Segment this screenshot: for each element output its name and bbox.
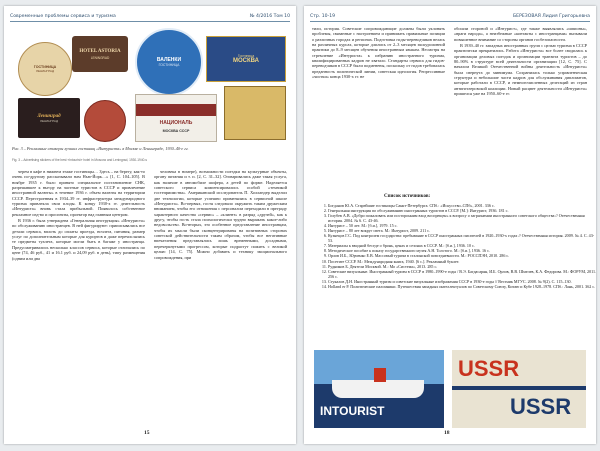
left-page [4,6,296,444]
sticker-small-round [84,100,126,142]
paragraph: В 1939–40 гг. западных иностранных групп с целью туризма в СССР практически прекратились. Работа «Интуриста» все более сводилась к организации деловых поездок и организации транзита туристов – до 80–90% в структуре всей деятельности организации [12, С. 75]. С началом Великой Отечественной войны деятельность «Интуриста» была свернута до минимума. Сохранилась только управленческая структура и небольшие части кадров для обслуживания дипломатов, которые работали в СССР, и немногочисленных делегаций из стран антигитлеровской коалиции. Новый расцвет деятельности «Интуриста» пришелся уже на 1950–60-е гг. [454,43,587,97]
sticker-astoria [72,36,128,72]
page-number: 15 [144,430,150,436]
poster-ship [332,380,424,398]
journal-title: Современные проблемы сервиса и туризма [10,13,116,19]
intourist-poster-left [314,350,444,428]
sticker-hotel-round-text: ГОСТИНИЦА [33,65,57,69]
sticker-national [135,94,217,142]
issue-number: № 4/2016 Том 10 [249,13,290,19]
references-title: Список источников: [384,194,431,199]
sticker-moskva-title: МОСКВА [232,58,260,64]
sticker-blue-stamp-title: ВАЛЕНКИ [156,57,182,63]
left-column-1 [12,169,145,427]
poster-word-b: USSR [510,394,572,419]
sticker-leningrad [18,98,80,138]
intourist-poster-right [452,350,586,428]
sticker-moskva [206,36,286,82]
sticker-leningrad-sub: ЛЕНИНГРАД [39,118,59,123]
sticker-blue-stamp-sub: ГОСТИНИЦА [158,63,180,67]
paragraph: тили, история. Советские сопровождающие должны были уклонять проблемы, связанные с настроением и принимать правильные позиции о различных городах и регионах. Подготовка гиды-переводчиков велась на различных курсах, которые длились от 2–3 месяцев экскурсионной практики до 8–9 месяцев обучения иностранным языкам. Несмотря на стремление «Интуриста» к избранию иностранного туризма, квалифицированных кадров не хватало. Стандарты сервиса для гидов-переводчиков в СССР были подменены, поскольку от гидов требовалась преданность политической линии, советская идеология. Репрессивные «чистки» конца 1930-х гг. не [312,26,445,80]
paragraph: обошли стороной и «Интурист», где также выявлялись «шпионы», «враги народа», а неизбежные «контакты с иностранцами» вызывали повышенное внимание со стороны органов госбезопасности. [454,26,587,42]
reference-item: 6. Кузнецов Г.С. Под контролем государства: пребывание в СССР иностранных писателей в 1920–1930-х годах // Отечественная история. 2009. № 4. С. 43-53. [328,233,596,243]
sticker-hotel-round-city: ЛЕНИНГРАД [35,69,55,73]
reference-item: 1. Богданов Ю.А. Старейшие гостиницы Санкт-Петербурга. СПб.: «Искусство–СПб», 2001. 336 с. [328,203,596,208]
paragraph: В 1936 г. была утверждена «Генеральная инструкция» «Интуриста» по обслуживанию иностранцев. В ней фигурируют: приписывались все детали сервиса, вплоть до оплаты проезда, ночлега, питания, размер услуг по дополнительным которые для курортов и даже перечислялись те предметы туалета, которые могли быть в багаже у иностранца. Предусматривались несколько классов сервиса, которые отличались по цене (74, 46 руб., 41 и 16.1 руб. и 24,09 руб. в день), типу размещения (одним или два [12,218,145,261]
left-page-header [10,11,290,22]
reference-item: 12. Советские визуальные. Иностранный туризм в СССР в 1980–1990-е годы / В.Э. Багдасарян, И.Б. Орлов, В.В. Шмелев, К.А. Федорова. М.: ФОРУМ, 2011. 256 с. [328,269,596,279]
right-page [304,6,596,444]
author-name: БЕРЕЗОВАЯ Лидия Григорьевна [513,13,590,19]
right-column-1 [312,26,445,190]
reference-item: 5. Интурист – 80 лет вокруг света. М.: Интурист, 2009. 211 с. [328,228,596,233]
reference-item: 11. Рудников Б. Деятели Москвой. М.: Мо «Система», 2013. 285 с. [328,264,596,269]
sticker-moskva-sub: Гостиница [237,54,255,58]
reference-item: 2. Генеральная инструкция по обслуживанию иностранных туристов в СССР. [М.]: Интурист, 1936. 181 с. [328,208,596,213]
reference-item: 3. Голубев А.В. «Добро пожаловать или посторонним вход воспрещен» к вопросу о загрязнении иностранного советского общества // Отечественная история. 2004. № 6. С. 43-46. [328,213,596,223]
reference-item: 10. Посетите СССР. М.: Международная книга, 1940. [6 с.]. Рекламный буклет. [328,259,596,264]
page-number: 18 [444,430,450,436]
reference-item: 4. Интурист – 50 лет. М.: [б.и.], 1979. 15 с. [328,223,596,228]
figure-caption: Рис. 3 – Рекламные стикеры лучших гостиниц «Интуриста» в Москве и Ленинграде, 1930–40-е гг. [12,146,189,151]
sticker-astoria-city: LENINGRAD [90,55,110,60]
left-column-2 [154,169,287,427]
page-range: Стр. 10-19 [310,13,336,19]
reference-item: 7. Материалы к вводной беседе о бронь, ценах и сезонах в СССР. М.: [б.и.], 1936. 10 с. [328,243,596,248]
poster-brand: INTOURIST [320,404,385,418]
references-list [318,203,596,289]
reference-item: 8. Методическое пособие к показу государственного музея А.Н. Толстого. М.: [б.и.], 1936. 16 с. [328,248,596,253]
paragraph: человека в номере), возможности поездки на культурные объекты, органу питания и т. п. [2, С. 31–32]. Оговаривались даже такая услуга, как наличие в автомобиле шофера, а детей по форме. Наделяется советского сервиса компенсировались особой «техникой гостеприимства». Американский исследователь П. Холландер выделил две технологии, которые успешно применялись в сервисной школе «Интуриста». Во-первых, гостя следовало окружить таким дружеским вниманием, чтобы его отношения с персоналом переходили в преграду характерного качества «сервис» – «клиент» в разряд «друзей», как к другу, чтобы гость стала психологически трудно выражать какое-либо недовольство. Во-вторых, это особенное представление иностранцам, чтобы их мысли были сконцентрированы на позитивных сторонах советской действительности таким образом, чтобы все негативные впечатления представлялись лишь временными, досадными, перечеркнутыми прогрессом, которые подрастут пожить с великой целью [14, С. 75]. Можно добавить и технику эмоционального сопровождения, при [154,169,287,260]
poster-funnel [374,368,386,382]
stickers-figure [10,24,288,142]
poster-stripe [452,386,586,390]
sticker-hotel-round [18,42,72,96]
paragraph: черем в кафе в нижнем этаже гостиницы… Здесь – на берегу, как-то очень по-другому рассказывали нам Нью-Йорк…» [1, С. 104–105]. В ноябре 1935 г. было принято специальное постановление СНК, разрешавшее к въезду на частные туристов в СССР и привлечение иностранной валюты» в течение 1936 г. объем валюты на территории СССР. Перестроенная в 1934–39 гг. инфраструктура международного туризма привлекла свои плоды. К концу 1930-х гг. деятельность «Интуриста» вновь стала прибыльной. Появилось собственное рекламное изд-во и проспекты, проектор над главным центром. [12,169,145,217]
right-column-2 [454,26,587,190]
sticker-blue-stamp [135,28,203,96]
sticker-national-city: МОСКВА СССР [162,128,190,133]
sticker-small-square [224,86,286,140]
sticker-national-title: НАЦИОНАЛЬ [159,119,193,126]
right-page-header [310,11,590,22]
figure-caption-english: Fig. 3 – Advertising stickers of the best «Intourist» hotel in Moscow and Leningrad, 1930-1940-s [12,158,148,162]
sticker-astoria-text: HOTEL ASTORIA [79,48,121,54]
reference-item: 9. Орлов И.Б., Юрченко Е.В. Массовый туризм в сталинской повседневности. М.: РОССПЭН, 2010. 286 с. [328,253,596,258]
sticker-leningrad-title: Ленинград [37,113,61,119]
reference-item: 14. Holland er P. Политические паломники. Путешествия западных интеллектуалов по Советскому Союзу, Китаю и Кубе 1928–1978. СПб.: Лань, 2001. 362 с. [328,284,596,289]
sticker-national-band [136,104,216,116]
poster-word-a: USSR [458,356,520,381]
reference-item: 13. Стукалов Д.Н. Иностранный туризм и советские визуальные изображения СССР в 1930-е годы // Вестник МГУС. 2008. № 9(2). С. 115–130. [328,279,596,284]
